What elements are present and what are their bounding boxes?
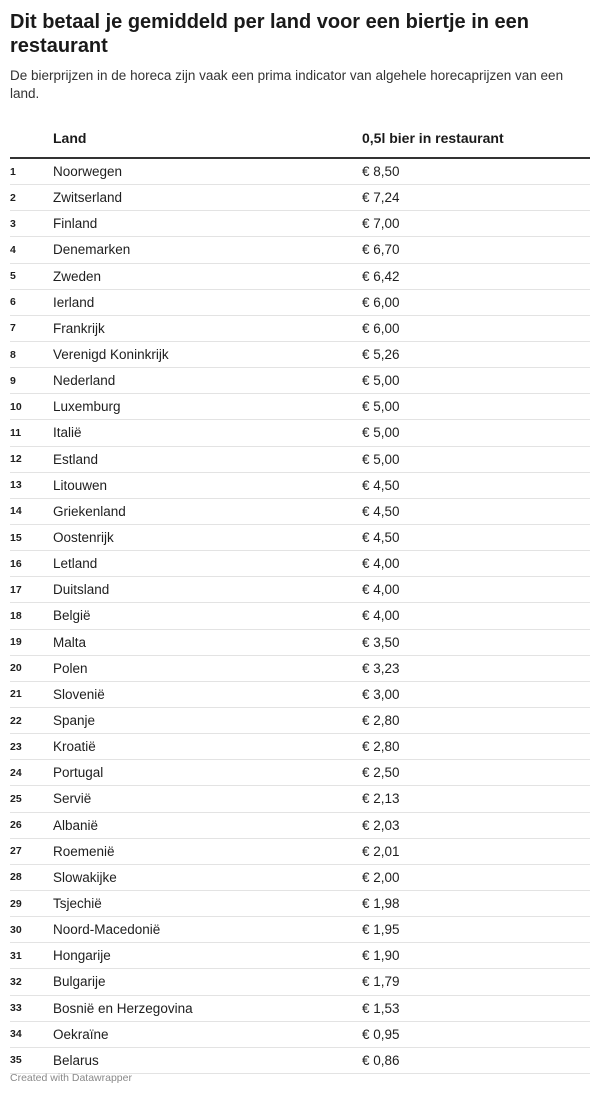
table-body	[10, 158, 590, 1073]
table-row	[10, 263, 590, 289]
rank-cell: 11	[10, 420, 53, 446]
country-cell: Spanje	[53, 707, 362, 733]
rank-cell: 34	[10, 1021, 53, 1047]
table-row	[10, 812, 590, 838]
country-cell: Albanië	[53, 812, 362, 838]
country-cell: Oekraïne	[53, 1021, 362, 1047]
table-row	[10, 864, 590, 890]
price-cell: € 5,26	[362, 341, 590, 367]
table-row	[10, 524, 590, 550]
country-cell: Noord-Macedonië	[53, 917, 362, 943]
price-cell: € 4,50	[362, 472, 590, 498]
table-row	[10, 969, 590, 995]
price-cell: € 8,50	[362, 158, 590, 185]
country-cell: Verenigd Koninkrijk	[53, 341, 362, 367]
country-cell: Slovenië	[53, 681, 362, 707]
rank-cell: 17	[10, 577, 53, 603]
table-row	[10, 943, 590, 969]
table-row	[10, 341, 590, 367]
country-cell: Zwitserland	[53, 185, 362, 211]
table-row	[10, 211, 590, 237]
table-row	[10, 760, 590, 786]
price-cell: € 4,00	[362, 577, 590, 603]
rank-cell: 35	[10, 1047, 53, 1073]
rank-cell: 24	[10, 760, 53, 786]
price-cell: € 6,42	[362, 263, 590, 289]
rank-cell: 28	[10, 864, 53, 890]
country-cell: Slowakijke	[53, 864, 362, 890]
price-cell: € 2,50	[362, 760, 590, 786]
table-row	[10, 655, 590, 681]
country-cell: Finland	[53, 211, 362, 237]
country-cell: Italië	[53, 420, 362, 446]
table-row	[10, 1047, 590, 1073]
rank-cell: 3	[10, 211, 53, 237]
table-row	[10, 603, 590, 629]
table-row	[10, 707, 590, 733]
price-cell: € 5,00	[362, 446, 590, 472]
price-cell: € 4,50	[362, 524, 590, 550]
price-cell: € 1,79	[362, 969, 590, 995]
rank-cell: 33	[10, 995, 53, 1021]
column-header-land: Land	[53, 119, 362, 158]
rank-cell: 5	[10, 263, 53, 289]
column-header-price: 0,5l bier in restaurant	[362, 119, 590, 158]
country-cell: Griekenland	[53, 498, 362, 524]
rank-cell: 7	[10, 315, 53, 341]
country-cell: Estland	[53, 446, 362, 472]
table-row	[10, 1021, 590, 1047]
price-cell: € 4,50	[362, 498, 590, 524]
chart-title: Dit betaal je gemiddeld per land voor een biertje in een restaurant	[10, 11, 530, 57]
rank-cell: 25	[10, 786, 53, 812]
table-row	[10, 472, 590, 498]
rank-cell: 9	[10, 368, 53, 394]
rank-cell: 23	[10, 734, 53, 760]
rank-cell: 13	[10, 472, 53, 498]
country-cell: Malta	[53, 629, 362, 655]
rank-cell: 6	[10, 289, 53, 315]
rank-cell: 1	[10, 158, 53, 185]
country-cell: België	[53, 603, 362, 629]
price-cell: € 2,80	[362, 734, 590, 760]
rank-cell: 2	[10, 185, 53, 211]
price-cell: € 2,01	[362, 838, 590, 864]
country-cell: Frankrijk	[53, 315, 362, 341]
column-header-rank	[10, 119, 53, 158]
rank-cell: 26	[10, 812, 53, 838]
price-cell: € 3,50	[362, 629, 590, 655]
datawrapper-credit[interactable]: Created with Datawrapper	[10, 1072, 132, 1084]
country-cell: Oostenrijk	[53, 524, 362, 550]
rank-cell: 8	[10, 341, 53, 367]
table-row	[10, 289, 590, 315]
table-row	[10, 315, 590, 341]
price-cell: € 2,00	[362, 864, 590, 890]
table-row	[10, 786, 590, 812]
table-row	[10, 237, 590, 263]
price-cell: € 2,03	[362, 812, 590, 838]
rank-cell: 12	[10, 446, 53, 472]
country-cell: Duitsland	[53, 577, 362, 603]
country-cell: Noorwegen	[53, 158, 362, 185]
country-cell: Portugal	[53, 760, 362, 786]
country-cell: Luxemburg	[53, 394, 362, 420]
country-cell: Tsjechië	[53, 890, 362, 916]
rank-cell: 32	[10, 969, 53, 995]
rank-cell: 22	[10, 707, 53, 733]
rank-cell: 30	[10, 917, 53, 943]
price-cell: € 0,95	[362, 1021, 590, 1047]
country-cell: Letland	[53, 551, 362, 577]
table-row	[10, 629, 590, 655]
price-cell: € 7,24	[362, 185, 590, 211]
price-cell: € 6,00	[362, 289, 590, 315]
country-cell: Zweden	[53, 263, 362, 289]
table-row	[10, 158, 590, 185]
price-cell: € 1,53	[362, 995, 590, 1021]
price-cell: € 3,23	[362, 655, 590, 681]
price-cell: € 7,00	[362, 211, 590, 237]
price-cell: € 6,70	[362, 237, 590, 263]
price-cell: € 5,00	[362, 368, 590, 394]
price-cell: € 5,00	[362, 394, 590, 420]
table-row	[10, 838, 590, 864]
table-row	[10, 681, 590, 707]
country-cell: Hongarije	[53, 943, 362, 969]
price-cell: € 0,86	[362, 1047, 590, 1073]
country-cell: Servië	[53, 786, 362, 812]
price-cell: € 1,98	[362, 890, 590, 916]
table-row	[10, 420, 590, 446]
table-row	[10, 185, 590, 211]
country-cell: Nederland	[53, 368, 362, 394]
rank-cell: 18	[10, 603, 53, 629]
country-cell: Ierland	[53, 289, 362, 315]
table-row	[10, 446, 590, 472]
country-cell: Roemenië	[53, 838, 362, 864]
country-cell: Bulgarije	[53, 969, 362, 995]
price-table	[10, 119, 590, 1074]
chart-subtitle: De bierprijzen in de horeca zijn vaak een prima indicator van algehele horecaprijzen van een land.	[10, 68, 564, 101]
table-header-row	[10, 119, 590, 158]
table-row	[10, 917, 590, 943]
price-cell: € 1,90	[362, 943, 590, 969]
price-cell: € 6,00	[362, 315, 590, 341]
country-cell: Belarus	[53, 1047, 362, 1073]
rank-cell: 16	[10, 551, 53, 577]
rank-cell: 27	[10, 838, 53, 864]
table-row	[10, 498, 590, 524]
table-row	[10, 368, 590, 394]
rank-cell: 15	[10, 524, 53, 550]
table-row	[10, 394, 590, 420]
rank-cell: 10	[10, 394, 53, 420]
country-cell: Bosnië en Herzegovina	[53, 995, 362, 1021]
price-cell: € 4,00	[362, 603, 590, 629]
country-cell: Denemarken	[53, 237, 362, 263]
rank-cell: 19	[10, 629, 53, 655]
country-cell: Polen	[53, 655, 362, 681]
table-row	[10, 890, 590, 916]
table-row	[10, 995, 590, 1021]
price-cell: € 4,00	[362, 551, 590, 577]
table-row	[10, 577, 590, 603]
rank-cell: 31	[10, 943, 53, 969]
price-cell: € 2,13	[362, 786, 590, 812]
country-cell: Litouwen	[53, 472, 362, 498]
rank-cell: 14	[10, 498, 53, 524]
price-cell: € 1,95	[362, 917, 590, 943]
table-row	[10, 734, 590, 760]
price-cell: € 5,00	[362, 420, 590, 446]
rank-cell: 21	[10, 681, 53, 707]
price-cell: € 2,80	[362, 707, 590, 733]
rank-cell: 29	[10, 890, 53, 916]
country-cell: Kroatië	[53, 734, 362, 760]
rank-cell: 20	[10, 655, 53, 681]
price-cell: € 3,00	[362, 681, 590, 707]
rank-cell: 4	[10, 237, 53, 263]
table-row	[10, 551, 590, 577]
